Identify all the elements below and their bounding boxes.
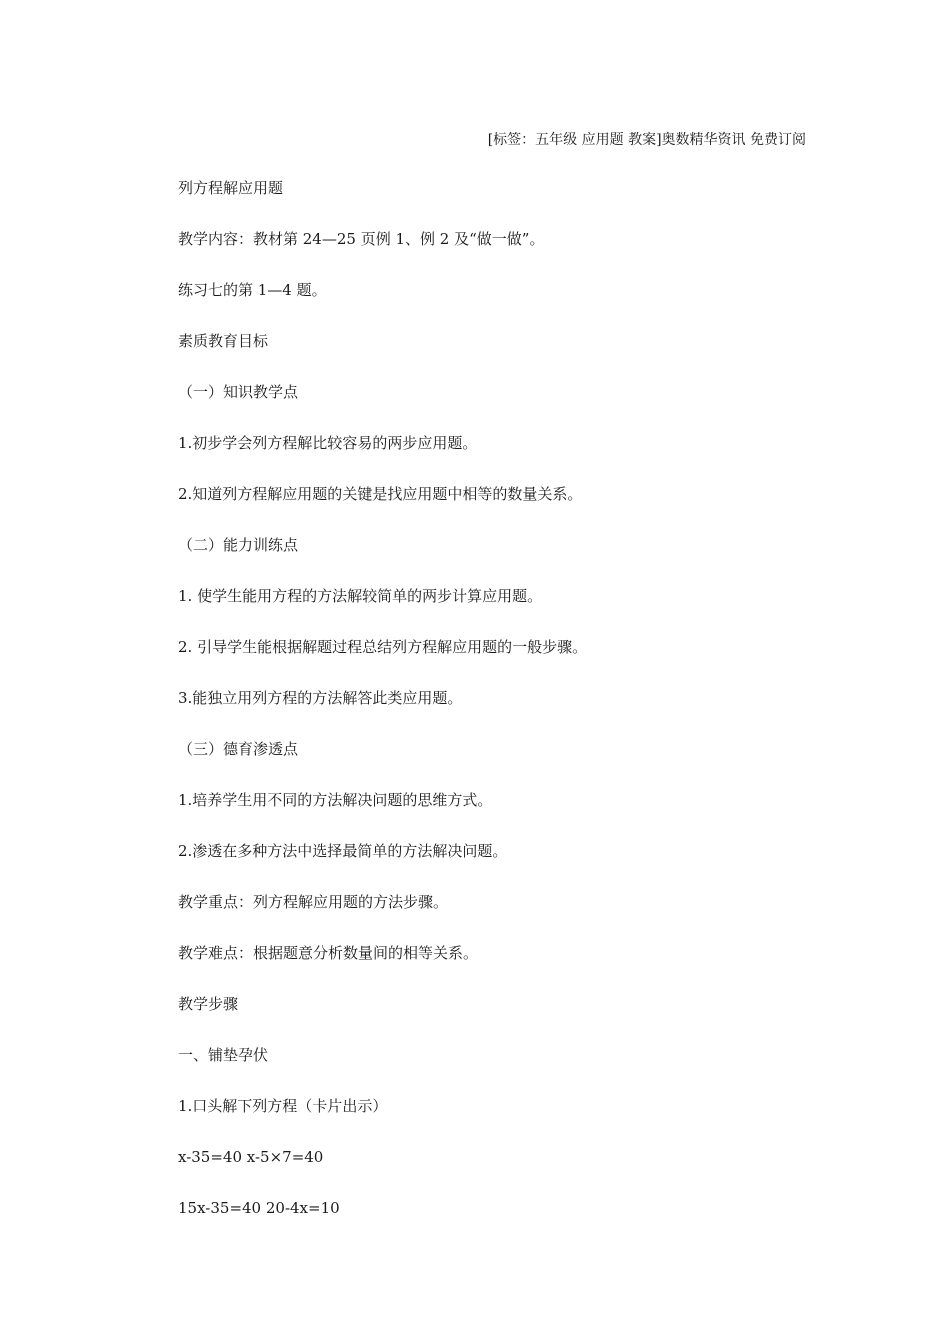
teaching-content: 教学内容：教材第 24—25 页例 1、例 2 及“做一做”。 [178,230,545,248]
list-item: 1.培养学生用不同的方法解决问题的思维方式。 [178,791,493,809]
subsection-heading-ability: （二）能力训练点 [178,536,299,554]
exercise-line: 练习七的第 1—4 题。 [178,281,327,299]
list-item: 1.初步学会列方程解比较容易的两步应用题。 [178,434,478,452]
list-item: 3.能独立用列方程的方法解答此类应用题。 [178,689,463,707]
list-item: 2. 引导学生能根据解题过程总结列方程解应用题的一般步骤。 [178,638,588,656]
subsection-heading-moral: （三）德育渗透点 [178,740,299,758]
step-heading: 一、铺垫孕伏 [178,1046,269,1064]
equation-line: x-35=40 x-5×7=40 [178,1148,324,1166]
equation-line: 15x-35=40 20-4x=10 [178,1199,340,1217]
key-point: 教学重点：列方程解应用题的方法步骤。 [178,893,449,911]
list-item: 2.知道列方程解应用题的关键是找应用题中相等的数量关系。 [178,485,583,503]
list-item: 1.口头解下列方程（卡片出示） [178,1097,388,1115]
section-heading-steps: 教学步骤 [178,995,239,1013]
header-tag-line: [标签：五年级 应用题 教案]奥数精华资讯 免费订阅 [487,132,806,148]
document-title: 列方程解应用题 [178,179,284,197]
list-item: 2.渗透在多种方法中选择最简单的方法解决问题。 [178,842,508,860]
subsection-heading-knowledge: （一）知识教学点 [178,383,299,401]
list-item: 1. 使学生能用方程的方法解较简单的两步计算应用题。 [178,587,543,605]
section-heading-goals: 素质教育目标 [178,332,269,350]
difficult-point: 教学难点：根据题意分析数量间的相等关系。 [178,944,479,962]
